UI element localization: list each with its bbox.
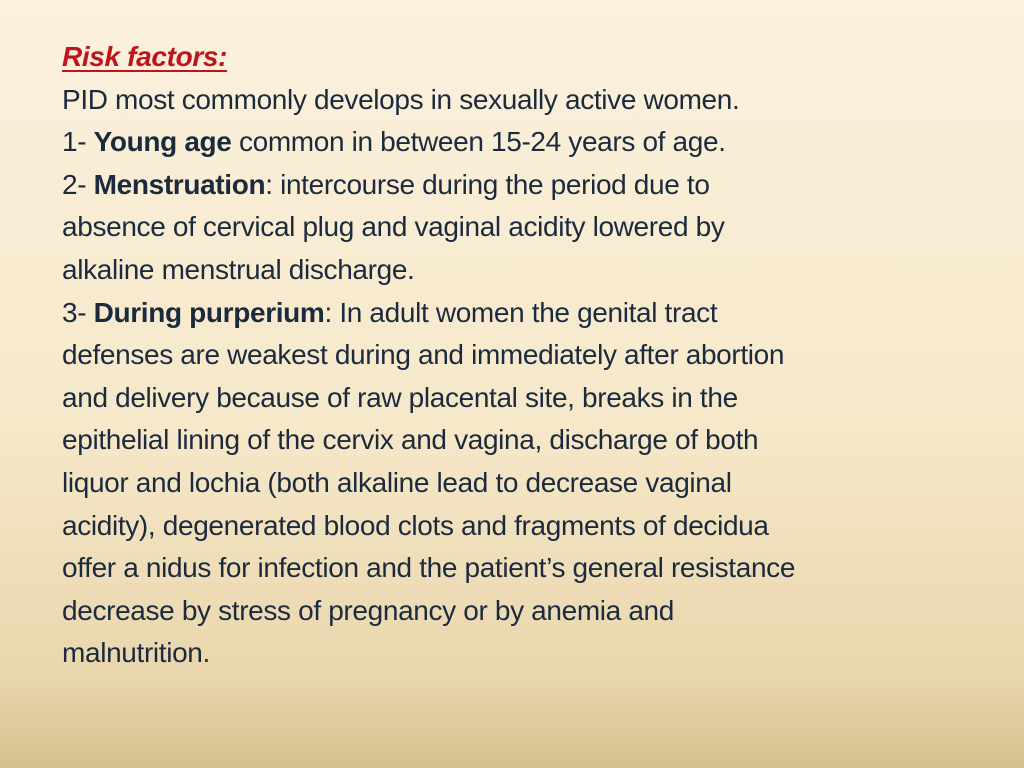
item-number: 2- (62, 168, 94, 200)
item-text: common in between 15-24 years of age. (231, 126, 726, 158)
item-number: 1- (62, 126, 94, 158)
item-text-line: alkaline menstrual discharge. (62, 253, 415, 285)
item-term: During purperium (93, 296, 325, 328)
slide-title: Risk factors: (62, 41, 228, 72)
item-term: Menstruation (93, 168, 266, 200)
item-number: 3- (62, 296, 94, 328)
risk-factor-menstruation (62, 164, 962, 207)
intro-line: PID most commonly develops in sexually active women. (62, 83, 740, 115)
item-text-line: decrease by stress of pregnancy or by anemia and (62, 594, 674, 626)
item-text-line: malnutrition. (62, 637, 210, 669)
risk-factor-young-age (62, 121, 962, 164)
item-text-line: and delivery because of raw placental site, breaks in the (62, 381, 738, 413)
item-text-line: offer a nidus for infection and the patient’s general resistance (62, 552, 796, 584)
item-text: : In adult women the genital tract (324, 296, 718, 328)
item-text-line: liquor and lochia (both alkaline lead to decrease vaginal (62, 466, 732, 498)
item-text-line: absence of cervical plug and vaginal acidity lowered by (62, 211, 725, 243)
item-text-line: epithelial lining of the cervix and vagina, discharge of both (62, 424, 759, 456)
item-term: Young age (93, 126, 232, 158)
item-text: : intercourse during the period due to (265, 168, 710, 200)
item-text-line: acidity), degenerated blood clots and fragments of decidua (62, 509, 769, 541)
slide-body (62, 36, 962, 675)
risk-factor-purperium (62, 292, 962, 335)
item-text-line: defenses are weakest during and immediately after abortion (62, 339, 785, 371)
